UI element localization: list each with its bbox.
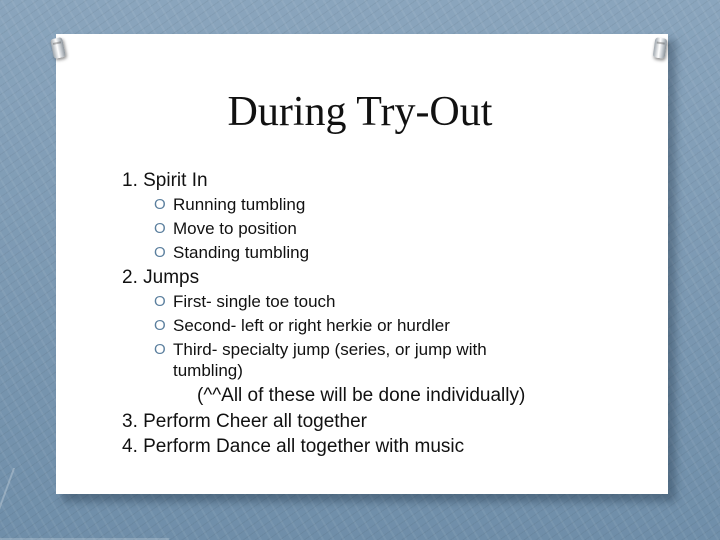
sub-item: Move to position (173, 219, 297, 238)
individual-note: (^^All of these will be done individually) (197, 385, 526, 406)
sub-item: Standing tumbling (173, 243, 310, 262)
bullet-icon: O (154, 341, 166, 358)
sub-item-continuation: tumbling) (173, 361, 243, 380)
list-item-jumps: 2. Jumps (122, 267, 200, 288)
sub-item: Third- specialty jump (series, or jump with (173, 340, 487, 359)
bullet-icon: O (154, 196, 166, 213)
list-item-perform-cheer: 3. Perform Cheer all together (122, 411, 368, 432)
bullet-icon: O (154, 220, 166, 237)
sub-item: Second- left or right herkie or hurdler (173, 316, 450, 335)
slide-title: During Try-Out (227, 89, 493, 135)
sub-item: First- single toe touch (173, 292, 336, 311)
bullet-icon: O (154, 317, 166, 334)
sub-item: Running tumbling (173, 195, 306, 214)
list-item-spirit-in: 1. Spirit In (122, 170, 208, 191)
bullet-icon: O (154, 244, 166, 261)
list-item-perform-dance: 4. Perform Dance all together with music (122, 436, 465, 457)
bullet-icon: O (154, 293, 166, 310)
